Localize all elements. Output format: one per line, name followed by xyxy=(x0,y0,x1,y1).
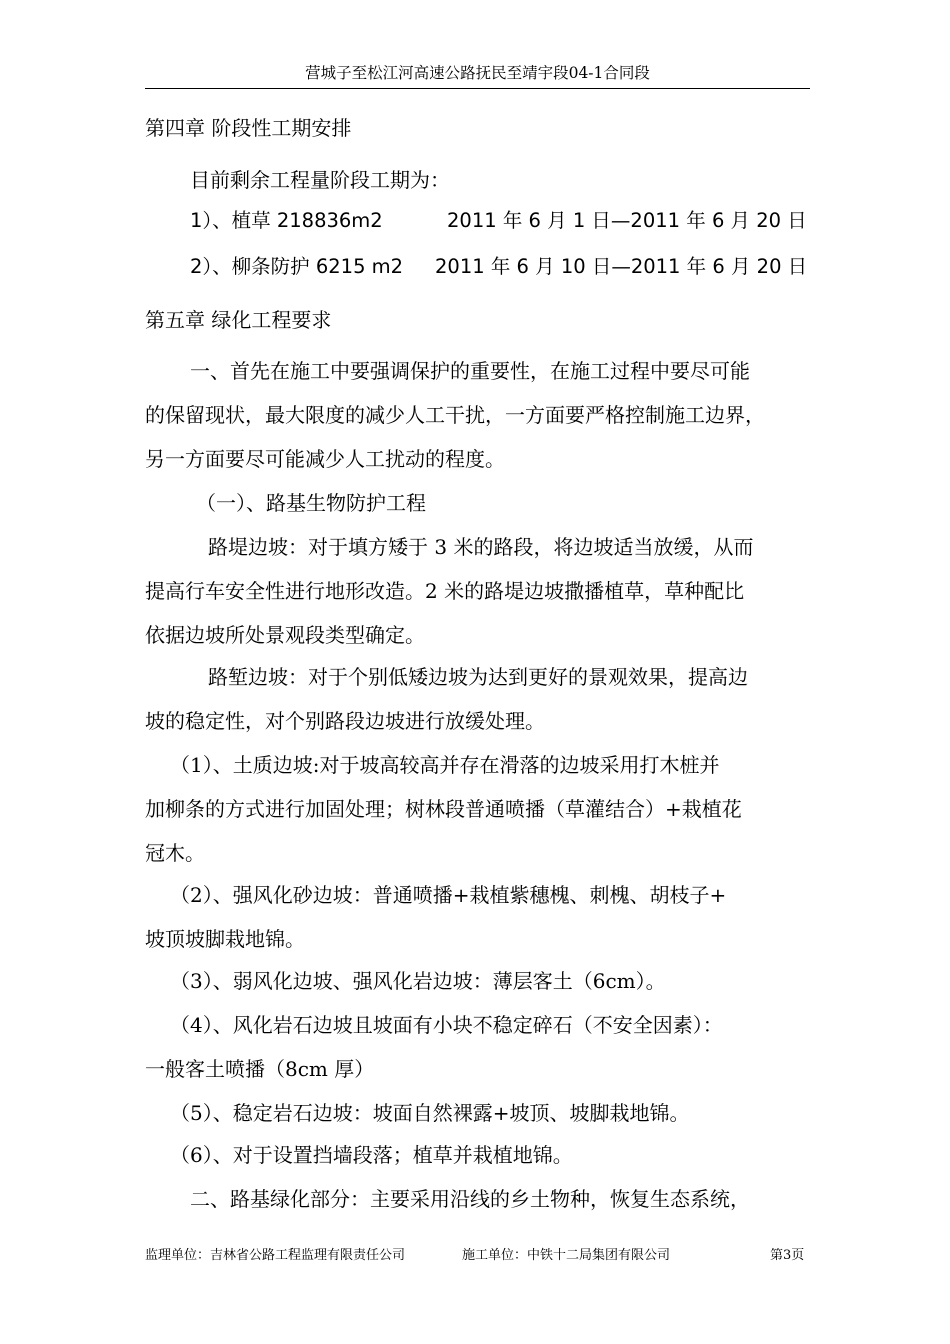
schedule-intro: 目前剩余工程量阶段工期为： xyxy=(190,168,450,192)
item-1-line-3: 冠木。 xyxy=(145,841,205,865)
item-2-line-2: 坡顶坡脚栽地锦。 xyxy=(145,927,305,951)
chapter-4-title: 第四章 阶段性工期安排 xyxy=(145,116,352,140)
header-title: 营城子至松江河高速公路抚民至靖宇段04-1合同段 xyxy=(305,64,650,82)
footer-contractor: 施工单位：中铁十二局集团有限公司 xyxy=(462,1248,671,1263)
footer-page-number: 第3页 xyxy=(770,1248,805,1263)
item-1-line-1: （1）、土质边坡:对于坡高较高并存在滑落的边坡采用打木桩并 xyxy=(170,753,720,777)
paragraph-2: 二、路基绿化部分：主要采用沿线的乡土物种，恢复生态系统， xyxy=(190,1187,750,1211)
schedule-item-2-period: 2011 年 6 月 10 日—2011 年 6 月 20 日 xyxy=(435,255,808,278)
footer-supervisor: 监理单位：吉林省公路工程监理有限责任公司 xyxy=(145,1248,406,1263)
paragraph-1-line-3: 另一方面要尽可能减少人工扰动的程度。 xyxy=(145,447,505,471)
paragraph-1-line-2: 的保留现状，最大限度的减少人工干扰，一方面要严格控制施工边界， xyxy=(145,403,765,427)
embankment-line-1: 路堤边坡：对于填方矮于 3 米的路段，将边坡适当放缓，从而 xyxy=(208,535,754,559)
item-1-line-2: 加柳条的方式进行加固处理；树林段普通喷播（草灌结合）+栽植花 xyxy=(145,797,742,821)
item-4-line-1: （4）、风化岩石边坡且坡面有小块不稳定碎石（不安全因素）： xyxy=(170,1013,723,1037)
item-4-line-2: 一般客土喷播（8cm 厚） xyxy=(145,1057,375,1081)
item-6: （6）、对于设置挡墙段落；植草并栽植地锦。 xyxy=(170,1143,573,1167)
item-5: （5）、稳定岩石边坡：坡面自然裸露+坡顶、坡脚栽地锦。 xyxy=(170,1101,690,1125)
chapter-5-title: 第五章 绿化工程要求 xyxy=(145,308,332,332)
section-1-title: （一）、路基生物防护工程 xyxy=(196,491,426,515)
cutting-line-2: 坡的稳定性，对个别路段边坡进行放缓处理。 xyxy=(145,709,545,733)
header-divider xyxy=(145,88,810,89)
item-3: （3）、弱风化边坡、强风化岩边坡：薄层客土（6cm）。 xyxy=(170,969,666,993)
item-2-line-1: （2）、强风化砂边坡：普通喷播+栽植紫穗槐、刺槐、胡枝子+ xyxy=(170,883,727,907)
schedule-item-1-period: 2011 年 6 月 1 日—2011 年 6 月 20 日 xyxy=(447,209,807,232)
cutting-line-1: 路堑边坡：对于个别低矮边坡为达到更好的景观效果，提高边 xyxy=(208,665,748,689)
embankment-line-3: 依据边坡所处景观段类型确定。 xyxy=(145,623,425,647)
schedule-item-1-label: 1）、植草 218836m2 xyxy=(190,209,383,232)
paragraph-1-line-1: 一、首先在施工中要强调保护的重要性，在施工过程中要尽可能 xyxy=(190,359,750,383)
embankment-line-2: 提高行车安全性进行地形改造。2 米的路堤边坡撒播植草，草种配比 xyxy=(145,579,745,603)
schedule-item-2-label: 2）、柳条防护 6215 m2 xyxy=(190,255,404,278)
